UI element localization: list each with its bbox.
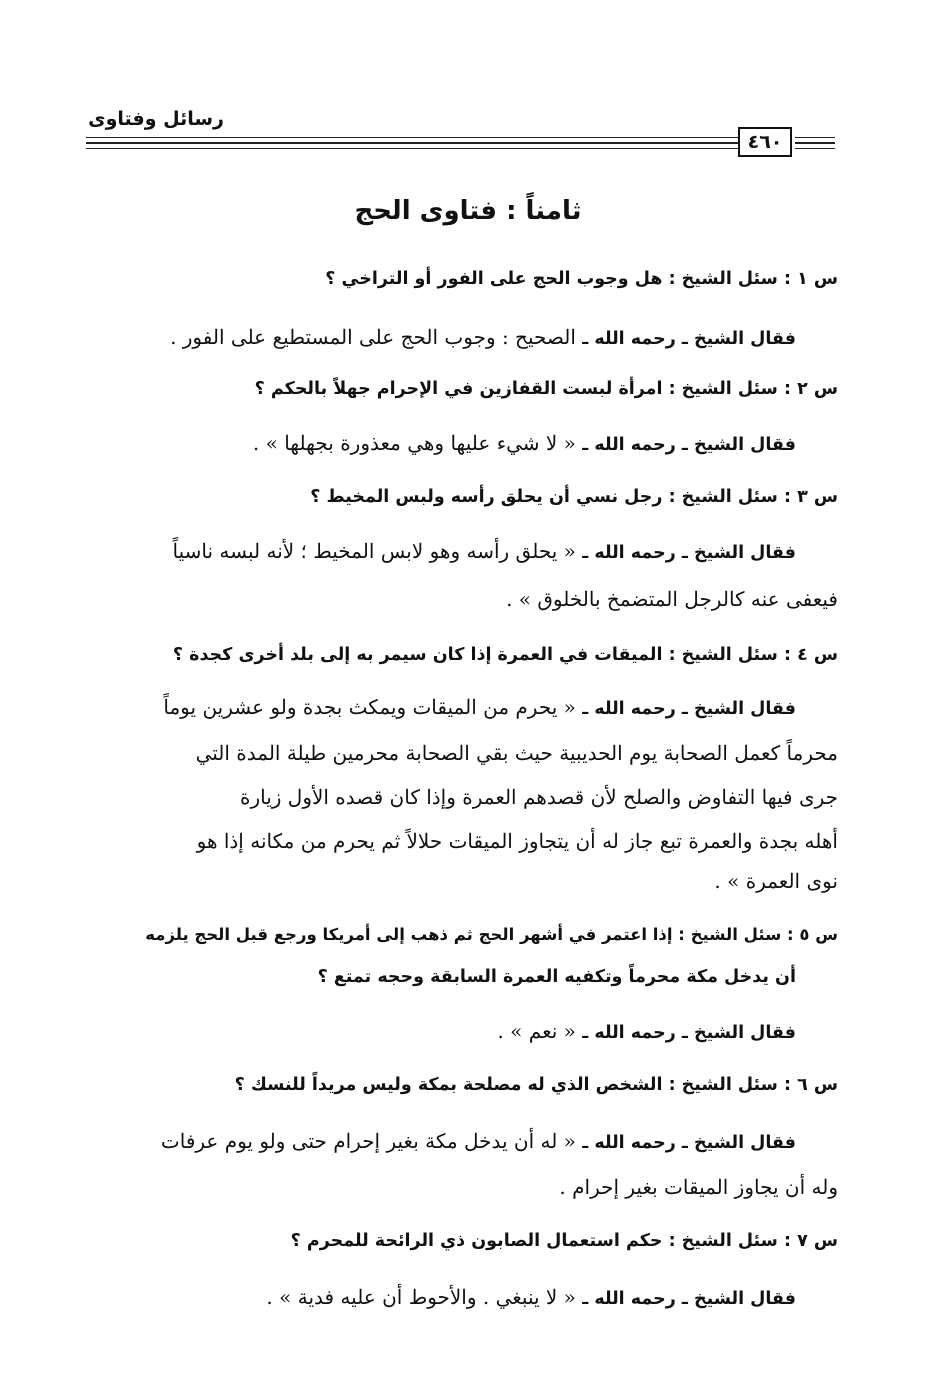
answer-4-line: أهله بجدة والعمرة تبع جاز له أن يتجاوز الميقات حلالاً ثم يحرم من مكانه إذا هو bbox=[196, 829, 838, 853]
answer-lead: فقال الشيخ ـ رحمه الله ـ bbox=[582, 543, 796, 563]
header-rule bbox=[795, 137, 835, 138]
answer-1 bbox=[170, 322, 796, 354]
answer-text: « لا شيء عليها وهي معذورة بجهلها » . bbox=[252, 431, 576, 455]
question-1: س ١ : سئل الشيخ : هل وجوب الحج على الفور أو التراخي ؟ bbox=[325, 269, 838, 289]
answer-lead: فقال الشيخ ـ رحمه الله ـ bbox=[582, 1289, 796, 1309]
answer-4-line: محرماً كعمل الصحابة يوم الحديبية حيث بقي الصحابة محرمين طيلة المدة التي bbox=[195, 741, 838, 765]
answer-lead: فقال الشيخ ـ رحمه الله ـ bbox=[582, 1133, 796, 1153]
answer-4 bbox=[163, 692, 796, 724]
answer-lead: فقال الشيخ ـ رحمه الله ـ bbox=[582, 1023, 796, 1043]
answer-text: « له أن يدخل مكة بغير إحرام حتى ولو يوم عرفات bbox=[160, 1129, 576, 1153]
question-5-cont: أن يدخل مكة محرماً وتكفيه العمرة السابقة وحجه تمتع ؟ bbox=[317, 967, 796, 987]
answer-3-cont: فيعفى عنه كالرجل المتضمخ بالخلوق » . bbox=[506, 587, 838, 611]
header-rule bbox=[86, 148, 738, 149]
answer-2 bbox=[253, 428, 796, 460]
section-title: ثامناً : فتاوى الحج bbox=[354, 196, 582, 226]
header-rule bbox=[86, 142, 738, 144]
answer-lead: فقال الشيخ ـ رحمه الله ـ bbox=[582, 699, 796, 719]
answer-lead: فقال الشيخ ـ رحمه الله ـ bbox=[582, 329, 796, 349]
answer-text: « يحرم من الميقات ويمكث بجدة ولو عشرين يوماً bbox=[163, 695, 576, 719]
answer-6-cont: وله أن يجاوز الميقات بغير إحرام . bbox=[559, 1175, 838, 1199]
answer-7 bbox=[266, 1282, 796, 1314]
running-header-title: رسائل وفتاوى bbox=[88, 108, 224, 130]
page-number: ٤٦٠ bbox=[738, 127, 792, 157]
header-rule bbox=[795, 142, 835, 144]
question-7: س ٧ : سئل الشيخ : حكم استعمال الصابون ذي الرائحة للمحرم ؟ bbox=[290, 1231, 838, 1251]
question-3: س ٣ : سئل الشيخ : رجل نسي أن يحلق رأسه ولبس المخيط ؟ bbox=[310, 487, 838, 507]
answer-text: « لا ينبغي . والأحوط أن عليه فدية » . bbox=[266, 1285, 576, 1309]
answer-6 bbox=[161, 1126, 796, 1158]
question-4: س ٤ : سئل الشيخ : الميقات في العمرة إذا كان سيمر به إلى بلد أخرى كجدة ؟ bbox=[172, 645, 838, 665]
question-2: س ٢ : سئل الشيخ : امرأة لبست القفازين في الإحرام جهلاً بالحكم ؟ bbox=[254, 379, 838, 399]
answer-text: « نعم » . bbox=[497, 1019, 576, 1043]
answer-3 bbox=[173, 536, 796, 568]
answer-text: الصحيح : وجوب الحج على المستطيع على الفور . bbox=[170, 325, 576, 349]
header-rule bbox=[795, 148, 835, 149]
answer-5 bbox=[497, 1016, 796, 1048]
answer-4-line: جرى فيها التفاوض والصلح لأن قصدهم العمرة وإذا كان قصده الأول زيارة bbox=[239, 785, 838, 809]
question-5: س ٥ : سئل الشيخ : إذا اعتمر في أشهر الحج ثم ذهب إلى أمريكا ورجع قبل الحج يلزمه bbox=[145, 925, 838, 944]
answer-4-line: نوى العمرة » . bbox=[714, 869, 838, 893]
question-6: س ٦ : سئل الشيخ : الشخص الذي له مصلحة بمكة وليس مريداً للنسك ؟ bbox=[234, 1075, 838, 1095]
answer-text: « يحلق رأسه وهو لابس المخيط ؛ لأنه لبسه ناسياً bbox=[172, 539, 576, 563]
answer-lead: فقال الشيخ ـ رحمه الله ـ bbox=[582, 435, 796, 455]
header-rule bbox=[86, 137, 738, 138]
